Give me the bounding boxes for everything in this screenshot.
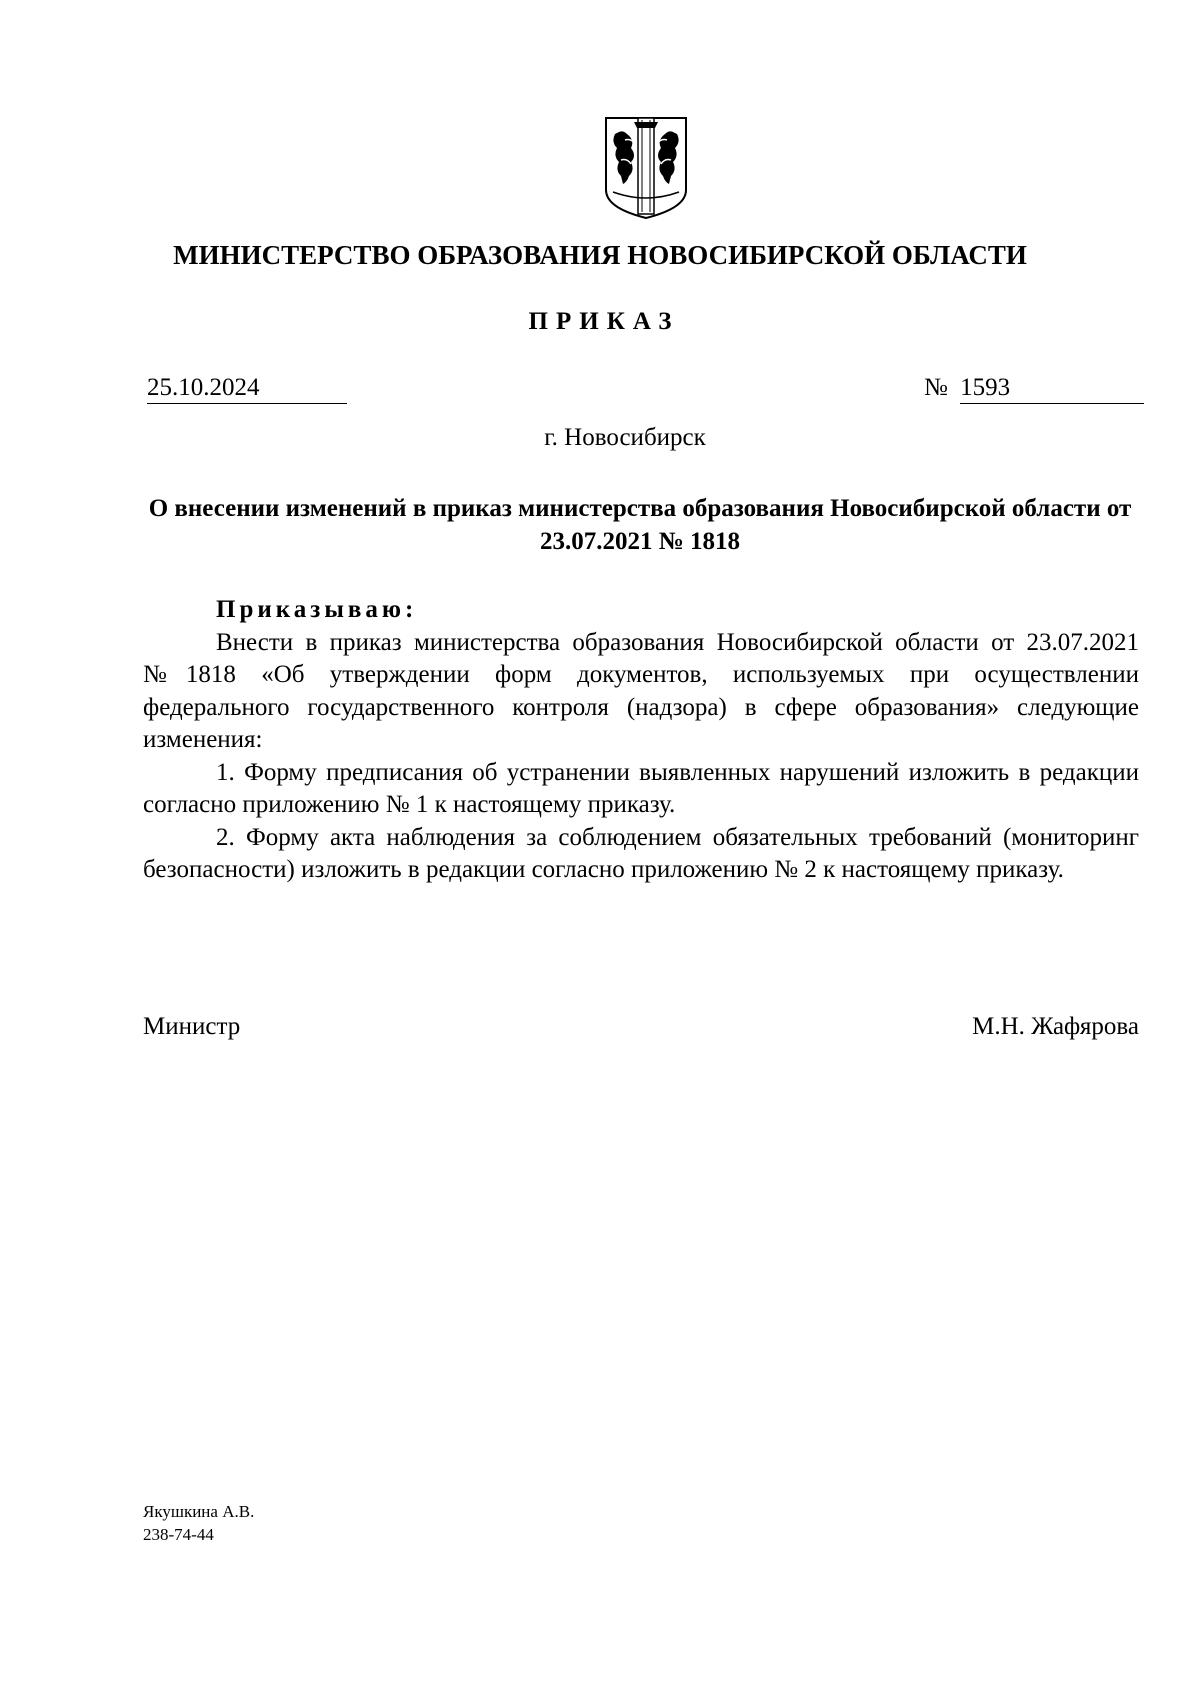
order-body (143, 594, 1139, 887)
order-word: Приказываю: (216, 596, 418, 623)
executor-name: Якушкина А.В. (143, 1502, 255, 1521)
ministry-name: МИНИСТЕРСТВО ОБРАЗОВАНИЯ НОВОСИБИРСКОЙ ОБЛАСТИ (173, 240, 1027, 270)
executor-phone: 238-74-44 (143, 1525, 214, 1544)
order-intro: Внести в приказ министерства образования Новосибирской области от 23.07.2021 №1818 «Об утверждении форм документов, используемых при осуществлении федерального государственного контроля (надзора) в сфере образования» следующие изменения: (143, 628, 1139, 753)
order-date: 25.10.2024 (147, 373, 347, 404)
signatory-name: М.Н. Жафярова (972, 1013, 1139, 1040)
novosibirsk-coat-of-arms-icon (601, 112, 691, 222)
executor-block (143, 1500, 254, 1546)
signature-block (143, 1013, 1139, 1041)
order-number: 1593 (960, 373, 1144, 404)
signatory-position: Министр (143, 1013, 241, 1040)
order-item-2: 2. Форму акта наблюдения за соблюдением обязательных требований (мониторинг безопасности) изложить в редакции согласно приложению № 2 к настоящему приказу. (143, 823, 1139, 883)
city: г. Новосибирск (544, 424, 706, 451)
document-type: ПРИКАЗ (528, 308, 680, 335)
order-subject: О внесении изменений в приказ министерства образования Новосибирской области от 23.07.2021 № 1818 (148, 495, 1132, 555)
number-sign: № (924, 374, 948, 401)
order-number-field (924, 373, 1144, 403)
order-item-1: 1. Форму предписания об устранении выявленных нарушений изложить в редакции согласно приложению № 1 к настоящему приказу. (143, 758, 1139, 818)
